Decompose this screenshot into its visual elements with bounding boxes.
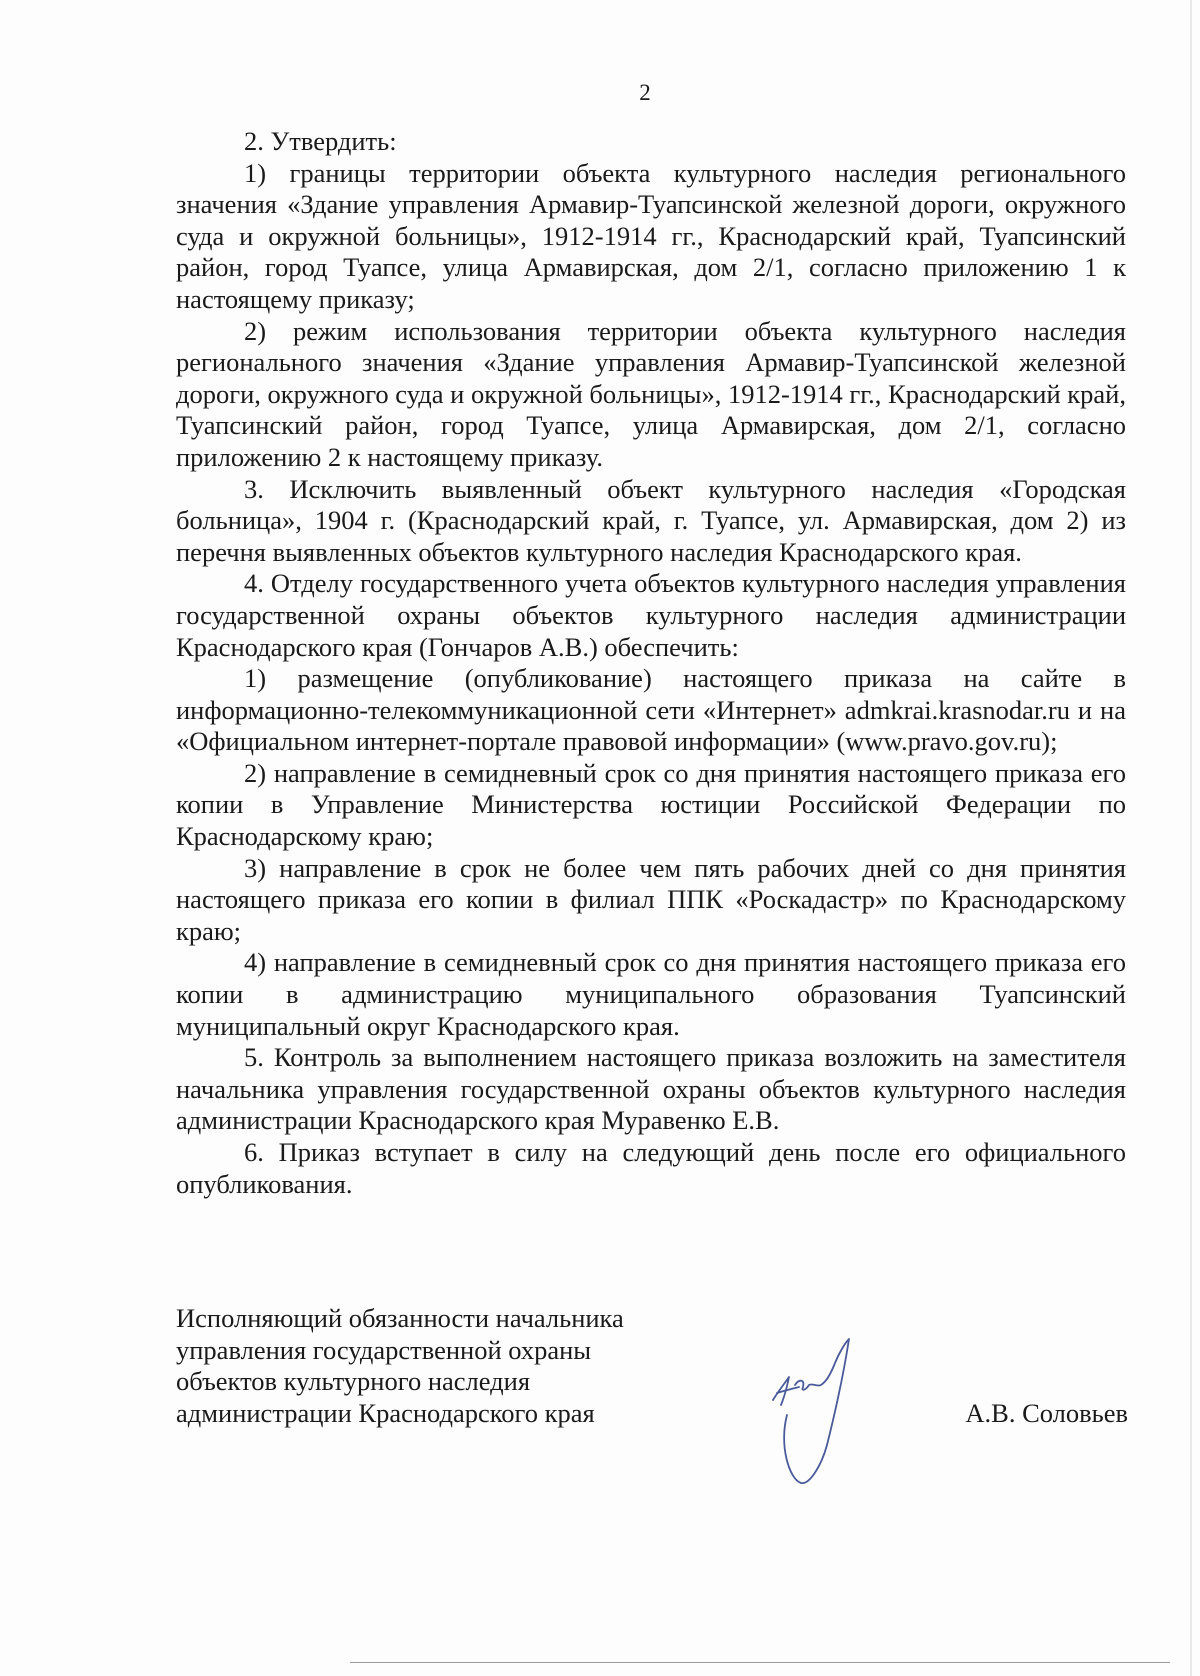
- paragraph-municipality-copy: 4) направление в семидневный срок со дня принятия настоящего приказа его копии в администрацию муниципального образования Туапсинский муниципальный округ Краснодарского края.: [176, 947, 1126, 1041]
- signatory-title: [176, 1303, 696, 1429]
- document-body: [176, 126, 1126, 1200]
- page-edge-shadow: [1190, 0, 1192, 1676]
- paragraph-territory-regime: 2) режим использования территории объекта культурного наследия регионального значения «Здание управления Армавир-Туапсинской железной дороги, окружного суда и окружной больницы», 1912-1914 гг., Краснодарский край, Туапсинский район, город Туапсе, улица Армавирская, дом 2/1, согласно приложению 2 к настоящему приказу.: [176, 315, 1126, 472]
- handwritten-signature: [765, 1335, 885, 1495]
- paragraph-department-duties: 4. Отделу государственного учета объектов культурного наследия управления государственной охраны объектов культурного наследия администрации Краснодарского края (Гончаров А.В.) обеспечить:: [176, 568, 1126, 662]
- paragraph-exclude-object: 3. Исключить выявленный объект культурного наследия «Городская больница», 1904 г. (Краснодарский край, г. Туапсе, ул. Армавирская, дом 2) из перечня выявленных объектов культурного наследия Краснодарского края.: [176, 473, 1126, 567]
- bottom-divider: [350, 1662, 1170, 1663]
- paragraph-approve: 2. Утвердить:: [244, 126, 397, 156]
- paragraph-publication: 1) размещение (опубликование) настоящего приказа на сайте в информационно-телекоммуникационной сети «Интернет» admkrai.krasnodar.ru и на «Официальном интернет-портале правовой информации» (www.pravo.gov.ru);: [176, 663, 1126, 757]
- page-number: 2: [639, 80, 651, 105]
- signatory-name: А.В. Соловьев: [965, 1398, 1128, 1428]
- paragraph-ministry-copy: 2) направление в семидневный срок со дня принятия настоящего приказа его копии в Управление Министерства юстиции Российской Федерации по Краснодарскому краю;: [176, 757, 1126, 852]
- paragraph-control: 5. Контроль за выполнением настоящего приказа возложить на заместителя начальника управления государственной охраны объектов культурного наследия администрации Краснодарского края Муравенко Е.В.: [176, 1042, 1126, 1136]
- paragraph-effective-date: 6. Приказ вступает в силу на следующий день после его официального опубликования.: [176, 1137, 1126, 1199]
- paragraph-roskadastr-copy: 3) направление в срок не более чем пять рабочих дней со дня принятия настоящего приказа его копии в филиал ППК «Роскадастр» по Краснодарскому краю;: [176, 852, 1126, 946]
- signatory-title-line: объектов культурного наследия: [176, 1366, 531, 1397]
- signatory-title-line: Исполняющий обязанности начальника: [176, 1303, 624, 1333]
- signatory-title-line: администрации Краснодарского края: [176, 1397, 595, 1428]
- signatory-title-line: управления государственной охраны: [176, 1334, 592, 1365]
- paragraph-territory-borders: 1) границы территории объекта культурного наследия регионального значения «Здание управления Армавир-Туапсинской железной дороги, окружного суда и окружной больницы», 1912-1914 гг., Краснодарский край, Туапсинский район, город Туапсе, улица Армавирская, дом 2/1, согласно приложению 1 к настоящему приказу;: [176, 157, 1126, 314]
